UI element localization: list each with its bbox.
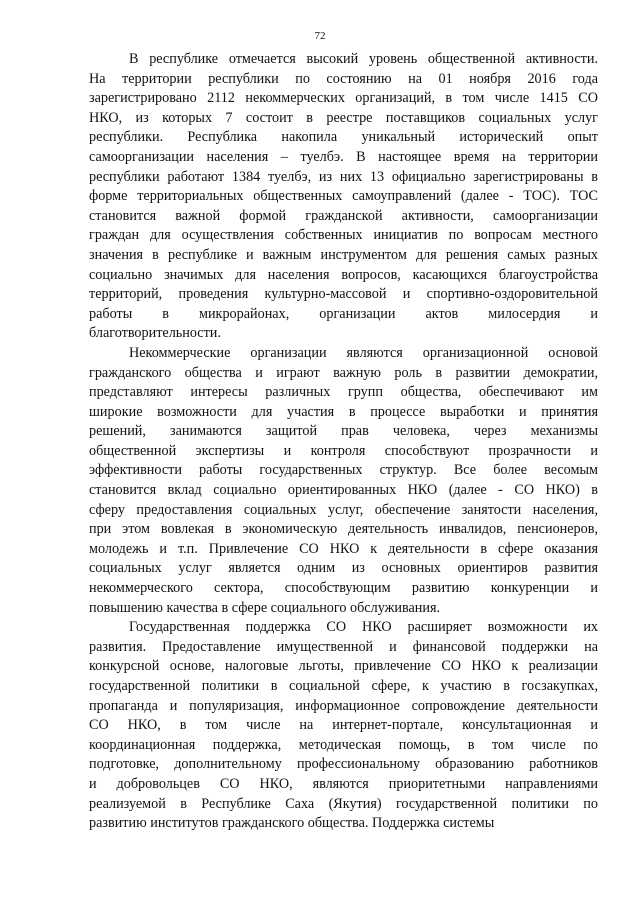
text-line: работы в микрорайонах, организации актов милосердия и xyxy=(89,305,598,322)
text-line: граждан для осуществления собственных инициатив по вопросам местного xyxy=(89,227,598,244)
text-line: представляют интересы различных групп общества, обеспечивают им xyxy=(89,384,598,401)
text-line: некоммерческого сектора, способствующим развитию конкуренции и xyxy=(89,580,598,597)
text-line: развития. Предоставление имущественной и финансовой поддержки на xyxy=(89,638,598,655)
text-line: НКО, из которых 7 состоит в реестре поставщиков социальных услуг xyxy=(89,109,598,126)
text-line: благотворительности. xyxy=(89,325,221,342)
text-line: эффективности работы государственных структур. Все более весомым xyxy=(89,462,598,479)
document-body xyxy=(89,50,598,834)
paragraph-3 xyxy=(89,618,598,834)
text-line: реализуемой в Республике Саха (Якутия) государственной политики по xyxy=(89,795,598,812)
text-line: форме территориальных общественных самоуправлений (далее - ТОС). ТОС xyxy=(89,188,598,205)
text-line: На территории республики по состоянию на 01 ноября 2016 года xyxy=(89,70,598,87)
text-line: пропаганда и популяризация, информационное сопровождение деятельности xyxy=(89,697,598,714)
text-line: становится вклад социально ориентированных НКО (далее - СО НКО) в xyxy=(89,482,598,499)
text-line: зарегистрировано 2112 некоммерческих организаций, в том числе 1415 СО xyxy=(89,90,598,107)
text-line: развитию институтов гражданского общества. Поддержка системы xyxy=(89,815,495,832)
text-line: молодежь и т.п. Привлечение СО НКО к деятельности в сфере оказания xyxy=(89,540,598,557)
text-line: повышению качества в сфере социального обслуживания. xyxy=(89,599,441,616)
text-line: Некоммерческие организации являются организационной основой xyxy=(129,344,598,361)
text-line: общественной экспертизы и контроля способствуют прозрачности и xyxy=(89,442,598,459)
text-line: самоорганизации населения – туелбэ. В настоящее время на территории xyxy=(89,148,598,165)
page-number: 72 xyxy=(314,30,326,42)
text-line: гражданского общества и играют важную роль в развитии демократии, xyxy=(89,364,598,381)
paragraph-1 xyxy=(89,50,598,344)
text-line: становится важной формой гражданской активности, самоорганизации xyxy=(89,207,598,224)
paragraph-2 xyxy=(89,344,598,618)
text-line: СО НКО, в том числе на интернет-портале, консультационная и xyxy=(89,717,598,734)
text-line: подготовке, дополнительному профессиональному образованию работников xyxy=(89,756,598,773)
text-line: социально значимых для населения вопросов, касающихся благоустройства xyxy=(89,266,598,283)
text-line: координационная поддержка, методическая помощь, в том числе по xyxy=(89,736,598,753)
text-line: В республике отмечается высокий уровень общественной активности. xyxy=(129,51,598,67)
text-line: Государственная поддержка СО НКО расширяет возможности их xyxy=(129,619,598,636)
text-line: социальных услуг является одним из основных ориентиров развития xyxy=(89,560,598,577)
text-line: решений, занимаются защитой прав человека, через механизмы xyxy=(89,423,598,440)
text-line: широкие возможности для участия в процессе выработки и принятия xyxy=(89,403,598,420)
text-line: конкурсной основе, налоговые льготы, привлечение СО НКО к реализации xyxy=(89,658,598,675)
text-line: значения в республике и важным инструментом для решения самых разных xyxy=(89,246,598,263)
text-line: и добровольцев СО НКО, являются приоритетными направлениями xyxy=(89,775,598,792)
text-line: республики. Республика накопила уникальный исторический опыт xyxy=(89,129,598,146)
text-line: государственной политики в социальной сфере, к участию в госзакупках, xyxy=(89,678,598,694)
text-line: территорий, проведения культурно-массовой и спортивно-оздоровительной xyxy=(89,286,598,303)
text-line: при этом вовлекая в экономическую деятельность инвалидов, пенсионеров, xyxy=(89,521,598,538)
text-line: сферу предоставления социальных услуг, обеспечение занятости населения, xyxy=(89,501,598,518)
text-line: республики работают 1384 туелбэ, из них 13 официально зарегистрированы в xyxy=(89,168,598,185)
